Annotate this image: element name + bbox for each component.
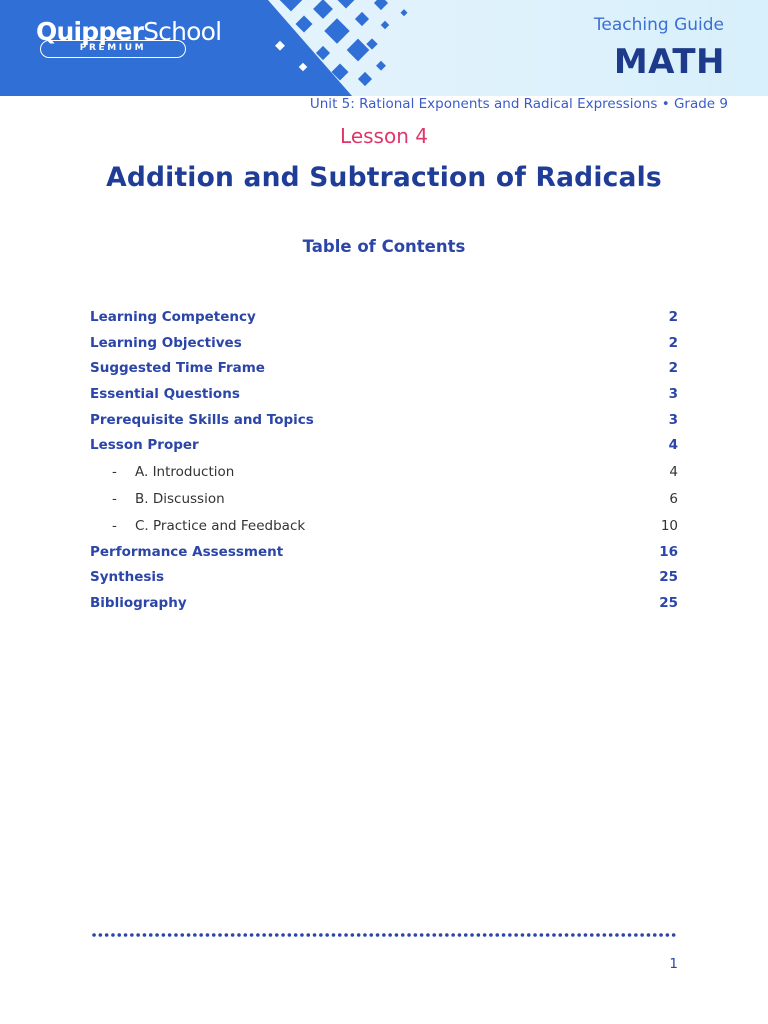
- toc-entry-label: Suggested Time Frame: [90, 360, 265, 377]
- toc-entry-label: Prerequisite Skills and Topics: [90, 411, 314, 428]
- toc-entry-label: Learning Competency: [90, 309, 256, 325]
- toc-entry[interactable]: [90, 540, 678, 566]
- toc-entry[interactable]: [90, 305, 678, 331]
- dash-bullet: -: [112, 517, 117, 534]
- table-of-contents: [90, 305, 678, 617]
- footer-dotted-divider: [92, 932, 678, 938]
- toc-entry[interactable]: [90, 408, 678, 434]
- toc-entry-page: 25: [659, 594, 678, 611]
- toc-heading: Table of Contents: [302, 237, 466, 256]
- toc-subentry-page: 10: [660, 517, 678, 534]
- unit-line: Unit 5: Rational Exponents and Radical Expressions • Grade 9: [309, 96, 728, 112]
- toc-entry-label: Synthesis: [90, 569, 165, 586]
- toc-subentry-page: 6: [669, 490, 678, 507]
- toc-subentry[interactable]: [90, 486, 678, 513]
- toc-entry-page: 4: [668, 437, 678, 454]
- brand-name-bold: Quipper: [36, 17, 144, 46]
- header-banner: [0, 0, 768, 96]
- toc-entry-page: 16: [659, 543, 678, 560]
- toc-entry[interactable]: [90, 565, 678, 591]
- toc-subentry-page: 4: [669, 464, 678, 481]
- toc-entry[interactable]: [90, 356, 678, 382]
- toc-entry-page: 3: [668, 386, 678, 403]
- toc-entry[interactable]: [90, 591, 678, 617]
- teaching-guide-label: Teaching Guide: [593, 15, 724, 35]
- brand-name-regular: School: [143, 17, 222, 46]
- toc-entry-label: Performance Assessment: [90, 543, 284, 560]
- toc-subentry-label: B. Discussion: [135, 490, 225, 507]
- toc-entry-page: 3: [668, 411, 678, 428]
- toc-entry-label: Bibliography: [90, 594, 187, 611]
- toc-subentry-label: A. Introduction: [135, 464, 235, 481]
- page-number: 1: [669, 956, 678, 972]
- toc-subentry[interactable]: [90, 513, 678, 540]
- subject-title: MATH: [613, 42, 725, 82]
- premium-badge: PREMIUM: [40, 40, 186, 58]
- toc-subentry-label: C. Practice and Feedback: [135, 517, 306, 534]
- lesson-title: Addition and Subtraction of Radicals: [106, 162, 662, 193]
- toc-entry-page: 2: [668, 360, 678, 377]
- toc-entry-label: Learning Objectives: [90, 334, 242, 351]
- toc-entry-page: 25: [659, 569, 678, 586]
- toc-entry[interactable]: [90, 382, 678, 408]
- dash-bullet: -: [112, 464, 117, 481]
- toc-subentry[interactable]: [90, 459, 678, 486]
- toc-entry-label: Essential Questions: [90, 386, 240, 403]
- toc-entry-page: 2: [668, 309, 678, 325]
- toc-entry-label: Lesson Proper: [90, 437, 199, 454]
- lesson-label: Lesson 4: [340, 124, 428, 148]
- toc-entry[interactable]: [90, 433, 678, 459]
- toc-entry[interactable]: [90, 331, 678, 357]
- toc-entry-page: 2: [668, 334, 678, 351]
- dash-bullet: -: [112, 490, 117, 507]
